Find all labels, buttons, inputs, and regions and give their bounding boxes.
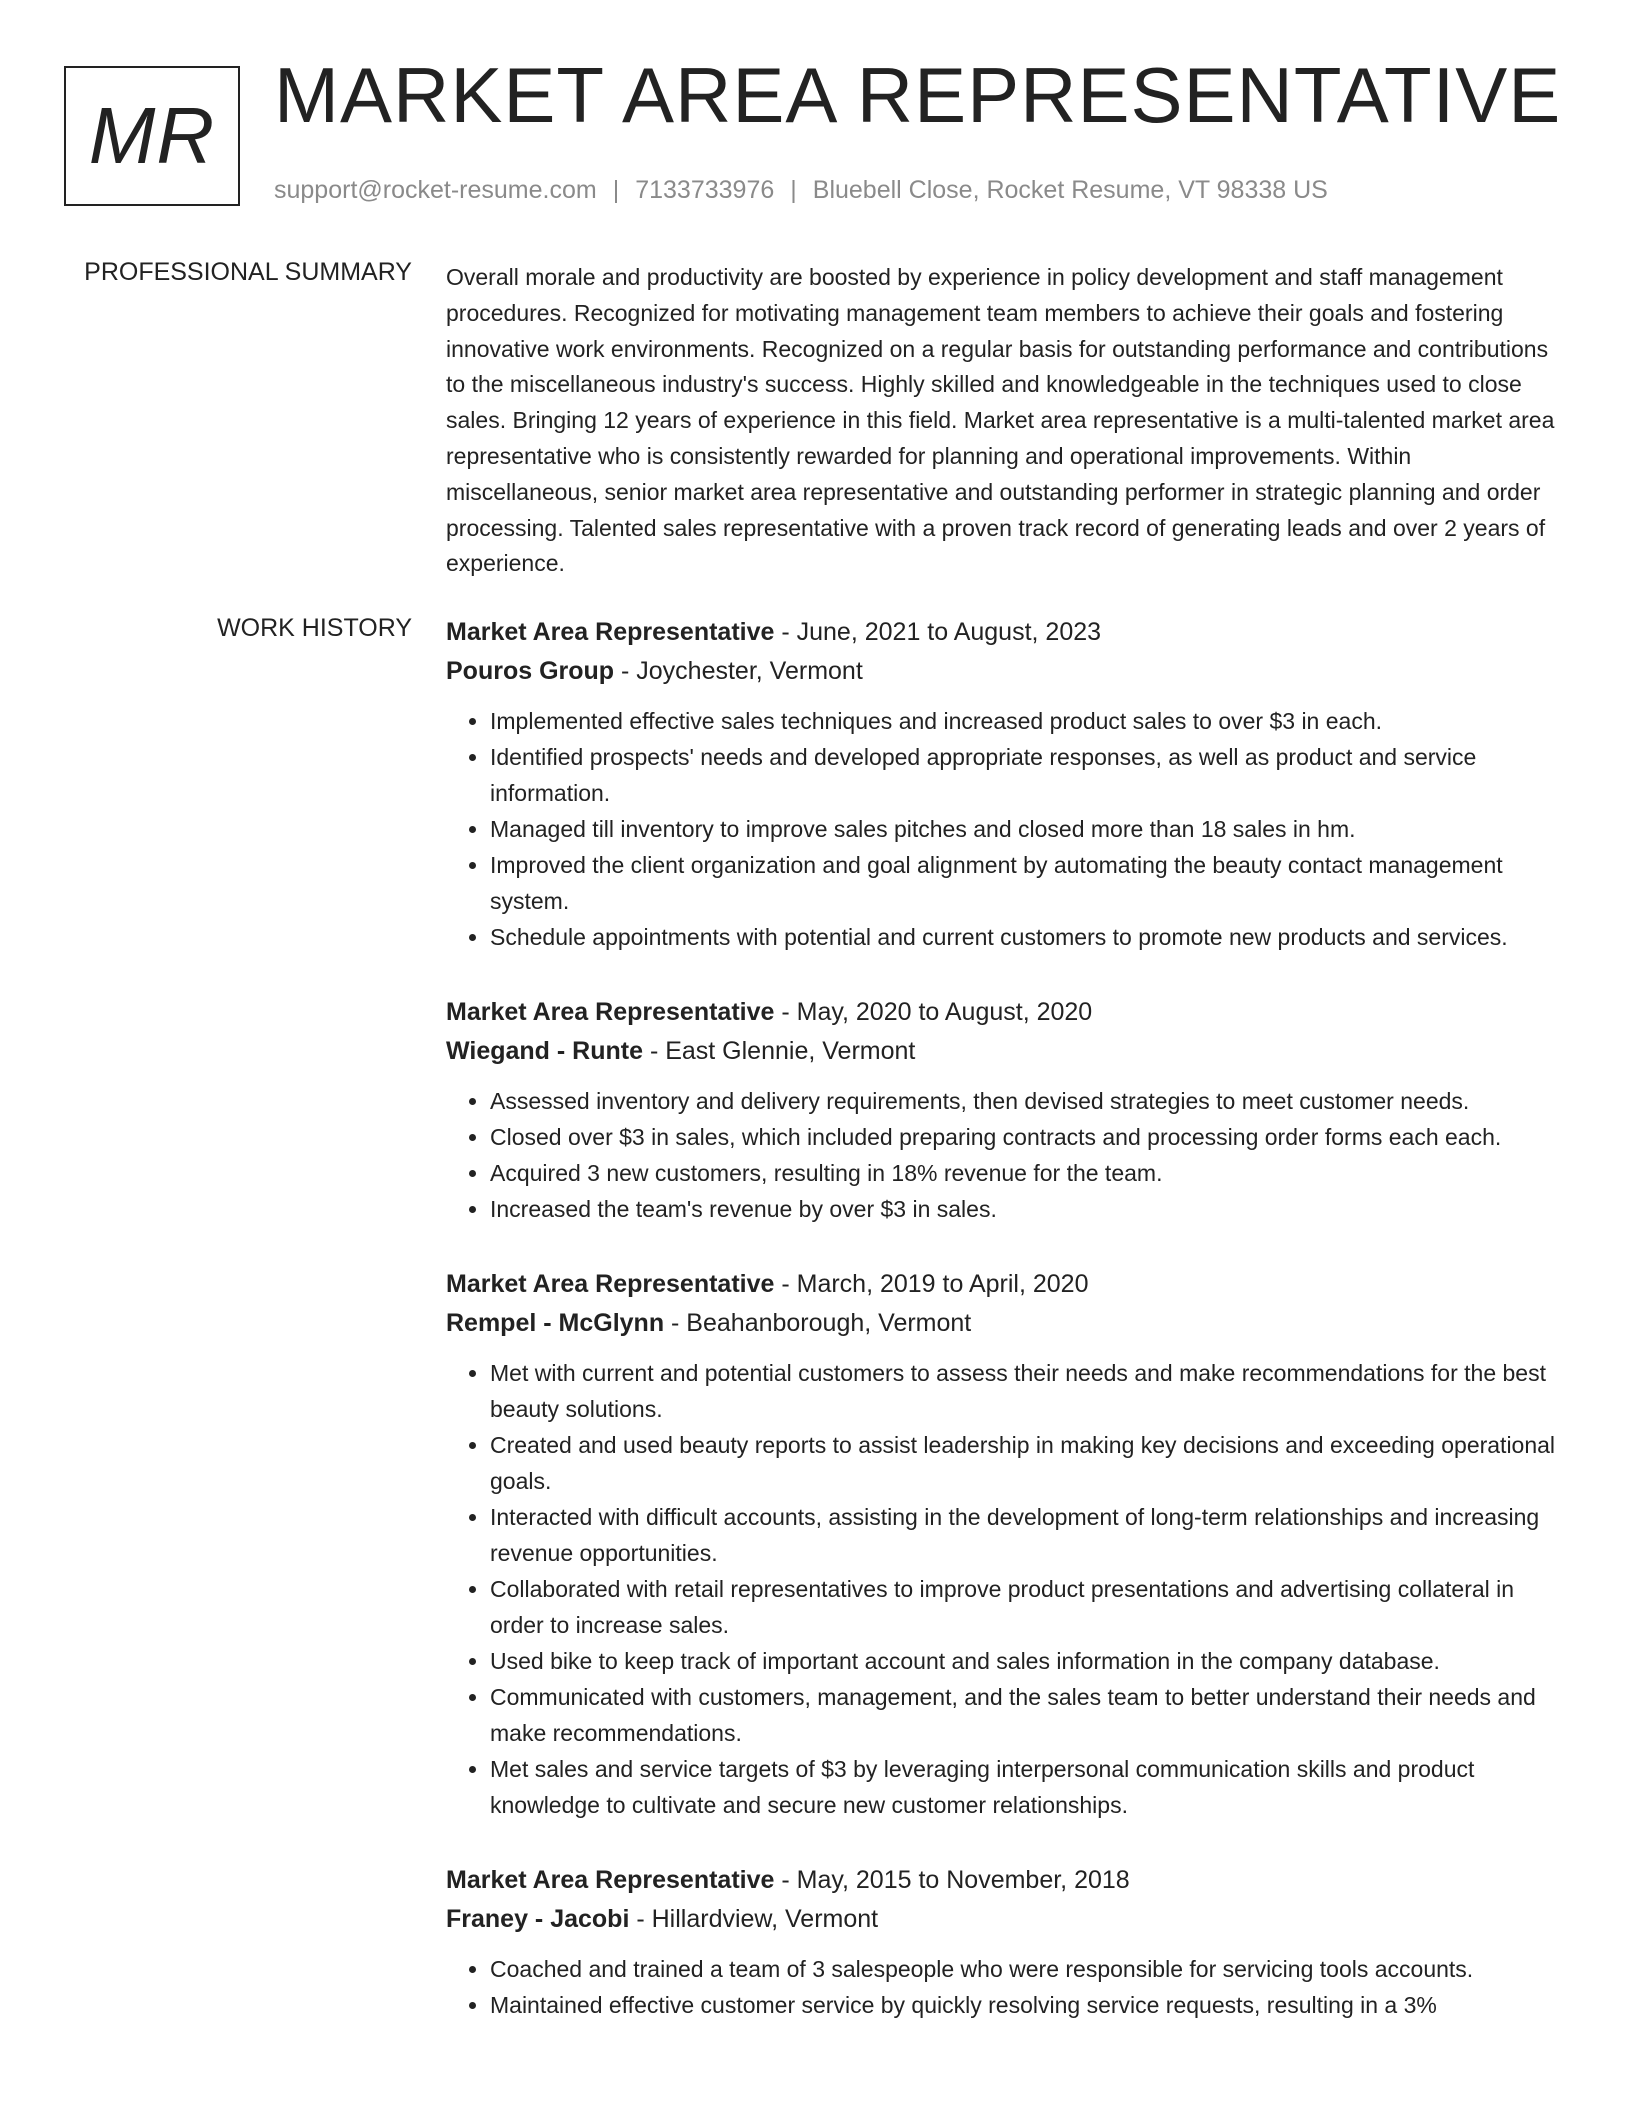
bullet-item: • Met with current and potential customers to assess their needs and make recommendations for the best beauty solutions. [490, 1355, 1566, 1427]
bullet-item: • Identified prospects' needs and developed appropriate responses, as well as product and service information. [490, 739, 1566, 811]
contact-separator: | [790, 176, 797, 204]
company-name: Franey - Jacobi [446, 1905, 630, 1933]
job-location: - Hillardview, Vermont [629, 1905, 879, 1933]
company-name: Wiegand - Runte [446, 1037, 643, 1065]
contact-line [274, 176, 1328, 205]
job-bullets [446, 1951, 1566, 2023]
job-dates: - May, 2020 to August, 2020 [774, 998, 1093, 1026]
job-location: - Beahanborough, Vermont [664, 1309, 972, 1337]
job-dates: - May, 2015 to November, 2018 [774, 1866, 1130, 1894]
bullet-item: • Coached and trained a team of 3 salespeople who were responsible for servicing tools accounts. [490, 1951, 1566, 1987]
job-entry [446, 613, 1566, 955]
job-title-line [446, 993, 1566, 1032]
job-bullets [446, 1355, 1566, 1823]
bullet-item: • Improved the client organization and goal alignment by automating the beauty contact management system. [490, 847, 1566, 919]
bullet-item: • Used bike to keep track of important account and sales information in the company database. [490, 1643, 1566, 1679]
job-company-line [446, 652, 1566, 691]
summary-heading: PROFESSIONAL SUMMARY [84, 258, 412, 286]
bullet-item: • Interacted with difficult accounts, assisting in the development of long-term relationships and increasing revenue opportunities. [490, 1499, 1566, 1571]
job-title: Market Area Representative [446, 998, 775, 1026]
monogram-logo [64, 66, 240, 206]
company-name: Rempel - McGlynn [446, 1309, 665, 1337]
summary-text: Overall morale and productivity are boosted by experience in policy development and staff management procedures. Recognized for motivating management team members to achieve their goals and fostering innovative work environments. Recognized on a regular basis for outstanding performance and contributions to the miscellaneous industry's success. Highly skilled and knowledgeable in the techniques used to close sales. Bringing 12 years of experience in this field. Market area representative is a multi-talented market area representative who is consistently rewarded for planning and operational improvements. Within miscellaneous, senior market area representative and outstanding performer in strategic planning and order processing. Talented sales representative with a proven track record of generating leads and over 2 years of experience. [446, 264, 1555, 577]
job-title: Market Area Representative [446, 618, 775, 646]
bullet-item: • Created and used beauty reports to assist leadership in making key decisions and exceeding operational goals. [490, 1427, 1566, 1499]
bullet-item: • Closed over $3 in sales, which included preparing contracts and processing order forms each each. [490, 1119, 1566, 1155]
phone-number: 7133733976 [635, 176, 775, 204]
job-location: - East Glennie, Vermont [643, 1037, 916, 1065]
work-history-heading: WORK HISTORY [217, 614, 412, 642]
address: Bluebell Close, Rocket Resume, VT 98338 US [812, 176, 1328, 204]
bullet-item: • Maintained effective customer service by quickly resolving service requests, resulting in a 3% [490, 1987, 1566, 2023]
bullet-item: • Increased the team's revenue by over $3 in sales. [490, 1191, 1566, 1227]
job-title: Market Area Representative [446, 1270, 775, 1298]
bullet-item: • Assessed inventory and delivery requirements, then devised strategies to meet customer needs. [490, 1083, 1566, 1119]
job-location: - Joychester, Vermont [614, 657, 863, 685]
contact-separator: | [612, 176, 620, 204]
bullet-item: • Acquired 3 new customers, resulting in 18% revenue for the team. [490, 1155, 1566, 1191]
bullet-item: • Managed till inventory to improve sales pitches and closed more than 18 sales in hm. [490, 811, 1566, 847]
job-title-line [446, 1265, 1566, 1304]
job-bullets [446, 1083, 1566, 1227]
job-title: Market Area Representative [446, 1866, 775, 1894]
bullet-item: • Schedule appointments with potential and current customers to promote new products and services. [490, 919, 1566, 955]
job-entry [446, 1861, 1566, 2023]
initials: MR [88, 91, 216, 180]
job-title-line [446, 613, 1566, 652]
bullet-item: • Communicated with customers, management, and the sales team to better understand their needs and make recommendations. [490, 1679, 1566, 1751]
job-entry [446, 993, 1566, 1227]
bullet-item: • Met sales and service targets of $3 by leveraging interpersonal communication skills and product knowledge to cultivate and secure new customer relationships. [490, 1751, 1566, 1823]
bullet-item: • Implemented effective sales techniques and increased product sales to over $3 in each. [490, 703, 1566, 739]
job-company-line [446, 1304, 1566, 1343]
work-history [446, 613, 1566, 2061]
job-company-line [446, 1032, 1566, 1071]
company-name: Pouros Group [446, 657, 615, 685]
job-title-line [446, 1861, 1566, 1900]
bullet-item: • Collaborated with retail representatives to improve product presentations and advertising collateral in order to increase sales. [490, 1571, 1566, 1643]
email-link[interactable]: support@rocket-resume.com [274, 176, 597, 204]
job-bullets [446, 703, 1566, 955]
job-dates: - March, 2019 to April, 2020 [774, 1270, 1089, 1298]
page-title: MARKET AREA REPRESENTATIVE [274, 51, 1562, 139]
job-company-line [446, 1900, 1566, 1939]
job-dates: - June, 2021 to August, 2023 [774, 618, 1102, 646]
job-entry [446, 1265, 1566, 1823]
